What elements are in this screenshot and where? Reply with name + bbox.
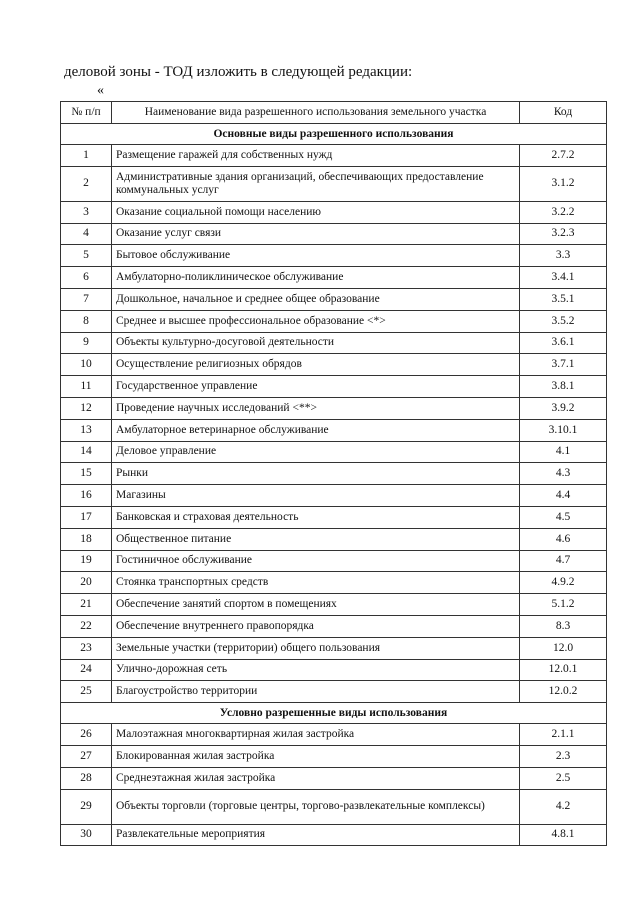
row-use-name: Малоэтажная многоквартирная жилая застройка: [112, 724, 520, 746]
table-row: [61, 767, 607, 789]
table-row: [61, 824, 607, 846]
section-header-row: [61, 703, 607, 724]
row-use-name: Обеспечение внутреннего правопорядка: [112, 615, 520, 637]
intro-text: деловой зоны - ТОД изложить в следующей редакции:: [64, 64, 413, 80]
row-use-name: Объекты торговли (торговые центры, торгово-развлекательные комплексы): [112, 789, 520, 824]
row-number: 28: [61, 767, 112, 789]
row-number: 26: [61, 724, 112, 746]
row-use-name: Общественное питание: [112, 528, 520, 550]
table-row: [61, 615, 607, 637]
row-number: 2: [61, 166, 112, 201]
row-use-name: Стоянка транспортных средств: [112, 572, 520, 594]
row-code: 3.9.2: [520, 397, 607, 419]
row-number: 21: [61, 594, 112, 616]
table-row: [61, 724, 607, 746]
row-number: 5: [61, 245, 112, 267]
row-use-name: Оказание социальной помощи населению: [112, 201, 520, 223]
row-code: 4.5: [520, 506, 607, 528]
table-row: [61, 506, 607, 528]
row-code: 4.7: [520, 550, 607, 572]
row-number: 6: [61, 267, 112, 289]
table-body: [61, 124, 607, 846]
row-number: 9: [61, 332, 112, 354]
row-use-name: Амбулаторно-поликлиническое обслуживание: [112, 267, 520, 289]
header-row: [61, 102, 607, 124]
table-row: [61, 550, 607, 572]
row-number: 13: [61, 419, 112, 441]
row-use-name: Рынки: [112, 463, 520, 485]
table-row: [61, 223, 607, 245]
table-row: [61, 376, 607, 398]
header-code: Код: [520, 102, 607, 124]
table-row: [61, 245, 607, 267]
row-code: 2.3: [520, 745, 607, 767]
table-row: [61, 166, 607, 201]
table-row: [61, 528, 607, 550]
row-code: 5.1.2: [520, 594, 607, 616]
table-row: [61, 441, 607, 463]
table-header: [61, 102, 607, 124]
row-code: 8.3: [520, 615, 607, 637]
row-number: 24: [61, 659, 112, 681]
row-number: 20: [61, 572, 112, 594]
row-code: 3.2.3: [520, 223, 607, 245]
row-number: 22: [61, 615, 112, 637]
row-use-name: Обеспечение занятий спортом в помещениях: [112, 594, 520, 616]
row-code: 4.2: [520, 789, 607, 824]
table-row: [61, 572, 607, 594]
row-code: 12.0: [520, 637, 607, 659]
row-use-name: Среднеэтажная жилая застройка: [112, 767, 520, 789]
section-header-row: [61, 124, 607, 145]
row-code: 3.1.2: [520, 166, 607, 201]
header-num: № п/п: [61, 102, 112, 124]
row-code: 4.1: [520, 441, 607, 463]
opening-quote: «: [97, 83, 104, 98]
row-use-name: Гостиничное обслуживание: [112, 550, 520, 572]
table-row: [61, 397, 607, 419]
table-row: [61, 145, 607, 167]
row-use-name: Благоустройство территории: [112, 681, 520, 703]
row-code: 4.6: [520, 528, 607, 550]
row-number: 11: [61, 376, 112, 398]
row-use-name: Улично-дорожная сеть: [112, 659, 520, 681]
row-number: 29: [61, 789, 112, 824]
row-use-name: Государственное управление: [112, 376, 520, 398]
row-number: 30: [61, 824, 112, 846]
row-use-name: Среднее и высшее профессиональное образование <*>: [112, 310, 520, 332]
row-number: 18: [61, 528, 112, 550]
row-code: 3.3: [520, 245, 607, 267]
row-use-name: Деловое управление: [112, 441, 520, 463]
row-number: 15: [61, 463, 112, 485]
row-use-name: Объекты культурно-досуговой деятельности: [112, 332, 520, 354]
section-title: Основные виды разрешенного использования: [61, 124, 607, 145]
table-row: [61, 310, 607, 332]
row-code: 3.7.1: [520, 354, 607, 376]
table-row: [61, 463, 607, 485]
table-row: [61, 354, 607, 376]
row-code: 4.8.1: [520, 824, 607, 846]
table-row: [61, 267, 607, 289]
row-code: 4.4: [520, 485, 607, 507]
section-title: Условно разрешенные виды использования: [61, 703, 607, 724]
row-number: 3: [61, 201, 112, 223]
row-code: 12.0.2: [520, 681, 607, 703]
row-use-name: Осуществление религиозных обрядов: [112, 354, 520, 376]
row-code: 2.7.2: [520, 145, 607, 167]
row-code: 3.5.1: [520, 288, 607, 310]
row-number: 8: [61, 310, 112, 332]
row-code: 4.9.2: [520, 572, 607, 594]
row-use-name: Магазины: [112, 485, 520, 507]
table-row: [61, 419, 607, 441]
row-code: 3.6.1: [520, 332, 607, 354]
row-use-name: Дошкольное, начальное и среднее общее образование: [112, 288, 520, 310]
row-use-name: Развлекательные мероприятия: [112, 824, 520, 846]
row-number: 16: [61, 485, 112, 507]
row-code: 3.4.1: [520, 267, 607, 289]
row-code: 2.5: [520, 767, 607, 789]
row-number: 10: [61, 354, 112, 376]
row-use-name: Административные здания организаций, обеспечивающих предоставление коммунальных услуг: [112, 166, 520, 201]
row-number: 27: [61, 745, 112, 767]
table-row: [61, 332, 607, 354]
row-number: 17: [61, 506, 112, 528]
row-code: 3.2.2: [520, 201, 607, 223]
row-use-name: Размещение гаражей для собственных нужд: [112, 145, 520, 167]
row-number: 4: [61, 223, 112, 245]
row-number: 12: [61, 397, 112, 419]
row-code: 12.0.1: [520, 659, 607, 681]
row-code: 2.1.1: [520, 724, 607, 746]
row-code: 3.8.1: [520, 376, 607, 398]
row-number: 7: [61, 288, 112, 310]
row-use-name: Амбулаторное ветеринарное обслуживание: [112, 419, 520, 441]
table-row: [61, 659, 607, 681]
row-number: 25: [61, 681, 112, 703]
row-number: 1: [61, 145, 112, 167]
row-use-name: Земельные участки (территории) общего пользования: [112, 637, 520, 659]
row-use-name: Проведение научных исследований <**>: [112, 397, 520, 419]
table-row: [61, 745, 607, 767]
table-row: [61, 637, 607, 659]
row-use-name: Бытовое обслуживание: [112, 245, 520, 267]
table-row: [61, 288, 607, 310]
table-row: [61, 485, 607, 507]
table-row: [61, 789, 607, 824]
land-use-table: [60, 101, 607, 846]
header-name: Наименование вида разрешенного использования земельного участка: [112, 102, 520, 124]
row-number: 23: [61, 637, 112, 659]
row-code: 4.3: [520, 463, 607, 485]
table-row: [61, 201, 607, 223]
row-code: 3.10.1: [520, 419, 607, 441]
row-number: 14: [61, 441, 112, 463]
row-number: 19: [61, 550, 112, 572]
table-row: [61, 681, 607, 703]
table-row: [61, 594, 607, 616]
row-use-name: Банковская и страховая деятельность: [112, 506, 520, 528]
row-code: 3.5.2: [520, 310, 607, 332]
row-use-name: Оказание услуг связи: [112, 223, 520, 245]
row-use-name: Блокированная жилая застройка: [112, 745, 520, 767]
